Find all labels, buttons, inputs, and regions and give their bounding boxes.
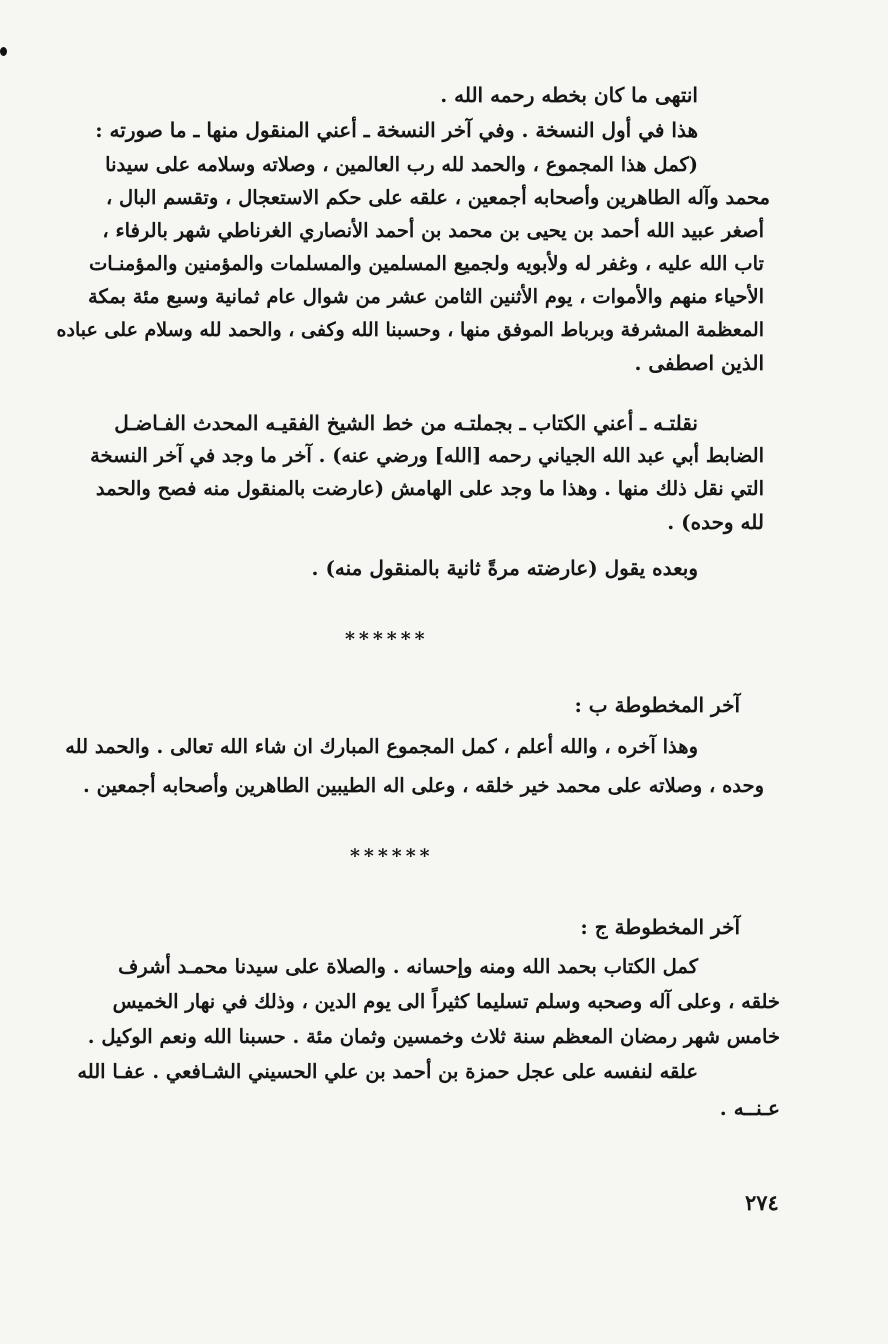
- text-line: خلقه ، وعلى آله وصحبه وسلم تسليما كثيراً الى يوم الدين ، وذلك في نهار الخميس: [112, 990, 780, 1013]
- text-line: علقه لنفسه على عجل حمزة بن أحمد بن علي الحسيني الشـافعي . عفـا الله: [77, 1060, 698, 1083]
- text-line: نقلتـه ـ أعني الكتاب ـ بجملتـه من خط الشيخ الفقيـه المحدث الفـاضـل: [114, 411, 698, 435]
- section-divider: ******: [350, 845, 434, 867]
- section-heading: آخر المخطوطة ج :: [580, 915, 740, 939]
- section-heading: آخر المخطوطة ب :: [574, 693, 740, 717]
- text-line: هذا في أول النسخة . وفي آخر النسخة ـ أعني المنقول منها ـ ما صورته :: [95, 118, 698, 142]
- section-divider: ******: [345, 628, 429, 650]
- text-line: الأحياء منهم والأموات ، يوم الأثنين الثامن عشر من شوال عام ثمانية وسبع مئة بمكة: [88, 285, 764, 308]
- text-line: المعظمة المشرفة وبرباط الموفق منها ، وحسبنا الله وكفى ، والحمد لله وسلام على عباده: [56, 319, 764, 341]
- text-line: وحده ، وصلاته على محمد خير خلقه ، وعلى اله الطيبين الطاهرين وأصحابه أجمعين .: [83, 774, 764, 797]
- text-line: تاب الله عليه ، وغفر له ولأبويه ولجميع المسلمين والمسلمات والمؤمنين والمؤمنـات: [88, 252, 764, 275]
- text-line: لله وحده) .: [667, 510, 764, 534]
- text-line: خامس شهر رمضان المعظم سنة ثلاث وخمسين وثمان مئة . حسبنا الله ونعم الوكيل .: [87, 1025, 780, 1048]
- text-line: (كمل هذا المجموع ، والحمد لله رب العالمين ، وصلاته وسلامه على سيدنا: [105, 153, 698, 176]
- text-line: أصغر عبيد الله أحمد بن يحيى بن محمد بن أحمد الأنصاري الغرناطي شهر بالرفاء ،: [102, 219, 764, 242]
- text-line: وبعده يقول (عارضته مرةً ثانية بالمنقول منه) .: [311, 556, 698, 580]
- page-number: ٢٧٤: [745, 1190, 779, 1215]
- text-line: التي نقل ذلك منها . وهذا ما وجد على الهامش (عارضت بالمنقول منه فصح والحمد: [95, 477, 764, 500]
- text-line: عـنــه .: [719, 1096, 780, 1120]
- text-line: انتهى ما كان بخطه رحمه الله .: [440, 83, 698, 107]
- text-line: محمد وآله الطاهرين وأصحابه أجمعين ، علقه على حكم الاستعجال ، وتقسم البال ،: [105, 186, 770, 209]
- text-line: الذين اصطفى .: [634, 351, 764, 375]
- text-line: الضابط أبي عبد الله الجياني رحمه [الله] ورضي عنه) . آخر ما وجد في آخر النسخة: [90, 444, 764, 467]
- text-line: وهذا آخره ، والله أعلم ، كمل المجموع المبارك ان شاء الله تعالى . والحمد لله: [65, 735, 698, 758]
- text-line: كمل الكتاب بحمد الله ومنه وإحسانه . والصلاة على سيدنا محمـد أشرف: [118, 955, 698, 978]
